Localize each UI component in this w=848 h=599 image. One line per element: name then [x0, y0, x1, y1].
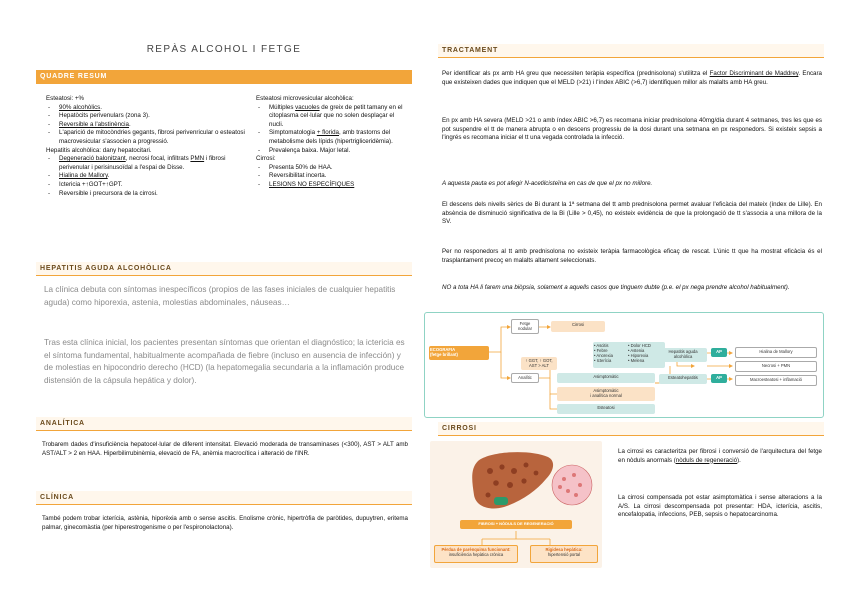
tractament-paragraph-3: A aquesta pauta es pot afegir N-acetilcisteïna en cas de que el px no millore.	[442, 180, 653, 187]
hepatitis-item	[46, 190, 246, 199]
figure-banner: FIBROSI + NÒDULS DE REGENERACIÓ	[460, 520, 572, 529]
cirrosi-list	[256, 164, 404, 190]
figure-box1-sub: insuficiència hepàtica crònica	[448, 552, 504, 557]
hepatitis-item	[46, 181, 246, 190]
diagram-asimptomatic: Asimptomàtic	[557, 373, 655, 383]
hepatitis-underlined-2: PMN	[190, 155, 205, 163]
diagram-esteatohepatitis: Esteatohepatitis	[659, 374, 707, 384]
quadre-left-column	[46, 95, 246, 198]
tractament-paragraph-2: En px amb HA severa (MELD >21 o amb índex ABIC >6,7) es recomana iniciar prednisolona 40mg/dia durant 4 setmanes, tres les que es pot suspendre el tt de manera abrupta o en descens progressiu de la dosi durant una setmana en px responedors. Si existeix sepsis a l'ingrés es recomana iniciar el tt una vegada controlada la infecció.	[442, 117, 822, 142]
esteatosi-item	[46, 121, 246, 130]
diagram-symptoms-a: • Ascitis • Febre • Anorexia • Icterícia	[594, 343, 613, 363]
quadre-right-column	[256, 95, 404, 190]
analitica-text: Trobarem dades d'insuficiència hepatocel·lular de diferent intensitat. Elevació moderada de transaminases (<300), AST > ALT amb AST/ALT > 2 en HAA. Hiperbilirrubinèmia, elevació de FA, anèmia macrocítica i alteració de l'INR.	[42, 441, 408, 457]
diagram-ap-2: AP	[711, 374, 727, 383]
diagram-necrosi: Necrosi + PMN	[735, 361, 817, 372]
microvesicular-underlined: vacuoles	[295, 103, 320, 111]
analitica-header: ANALÍTICA	[36, 417, 412, 431]
microvesicular-text: , amb trastorns del metabolisme dels lípids (hipertrigliceridèmia).	[269, 129, 393, 145]
clinica-header: CLÍNICA	[36, 491, 412, 505]
tractament-paragraph-1	[442, 70, 822, 87]
diagram-ap-1: AP	[711, 348, 727, 357]
esteatosi-text: L'aparició de mitocòndries gegants, fibrosi perivenricular o esteatosi macrovesicular s'associen a progressió.	[59, 129, 245, 145]
cirrosi-paragraph-1	[618, 448, 822, 465]
esteatosi-text: .	[128, 120, 131, 128]
hepatitis-text: , necrosi focal, infiltrats	[125, 155, 191, 163]
microvesicular-item	[256, 147, 404, 156]
microvesicular-underlined: + florida	[316, 129, 339, 137]
cirrosi-item	[256, 172, 404, 181]
hepatitis-list	[46, 155, 246, 198]
microvesicular-title: Esteatosi microvesicular alcohòlica:	[256, 95, 354, 102]
hepatitis-text-2: i fibrosi perivenular i perisinusoïdal a l'espai de Disse.	[59, 155, 226, 171]
cirrosi-text: Presenta 50% de HAA.	[269, 163, 333, 171]
hepatitis-text: .	[107, 172, 110, 180]
quadre-resum-header: QUADRE RESUM	[36, 70, 412, 84]
hepatitis-underlined: Hialina de Mallory	[59, 172, 108, 180]
tractament-p1-a: Per identificar als px amb HA greu que necessiten teràpia específica (prednisolona) s'utilitza el	[442, 70, 710, 77]
cirrosi-figure	[430, 441, 602, 568]
figure-box1-title: Pèrdua de parènquima funcionant:	[441, 547, 511, 552]
diagram-fetge-nodular: Fetge nodular	[511, 319, 539, 334]
esteatosi-text: Hepatòcits perivenulars (zona 3).	[59, 112, 150, 120]
diagram-hepatitis-aguda: Hepatitis aguda alcohòlica	[659, 348, 707, 362]
hepatitis-header: HEPATITIS AGUDA ALCOHÒLICA	[36, 262, 412, 276]
diagram-ecografia: ECOGRAFIA (fetge brillant)	[429, 346, 489, 360]
figure-box2-title: Rigidesa hepàtica:	[545, 547, 583, 552]
maddrey-link: Factor Discriminant de Maddrey	[709, 70, 799, 77]
esteatosi-item	[46, 129, 246, 146]
tractament-header: TRACTAMENT	[438, 44, 824, 58]
diagram-esteatosi: Esteatosi	[557, 404, 655, 414]
microvesicular-item	[256, 104, 404, 130]
diagram-macroesteatosi: Macroesteatosi + inflamació	[735, 375, 817, 386]
hepatitis-text: Ictericia +↑GOT+↑GPT.	[59, 180, 123, 188]
diagnostic-flow-diagram	[424, 312, 824, 418]
tractament-p1-b: . Encara que existeixen dades que indiquen que el MELD (>21) i l'índex ABIC (>6,7) identifiquen millor als malalts amb HA greu.	[442, 70, 822, 86]
diagram-analitic: Analític	[511, 373, 539, 383]
tractament-paragraph-5: Per no responedors al tt amb prednisolona no existeix teràpia farmacològica eficaç de rescat. L'únic tt que ha mostrat eficàcia és el trasplantament precoç en malalts altament seleccionats.	[442, 248, 822, 264]
microvesicular-pre: Simptomatologia	[269, 129, 317, 137]
diagram-cirrosi: Cirrosi	[551, 321, 605, 332]
diagram-asimptomatic-normal: Asimptomàtic i analítica normal	[557, 387, 655, 401]
diagram-symptoms-b: • Dolor HCD • Astenia • Hiporexia • Melena	[628, 343, 651, 363]
page-title: REPÀS ALCOHOL I FETGE	[146, 44, 302, 55]
cirrosi-title: Cirrosi:	[256, 155, 276, 163]
hepatitis-title: Hepatitis alcohòlica: dany hepatocitari.	[46, 146, 152, 154]
figure-box-rigidesa	[530, 545, 598, 563]
hepatitis-text: Reversible i precursora de la cirrosi.	[59, 189, 158, 197]
hepatitis-underlined: Degeneració balonitzant	[59, 155, 126, 163]
cirrosi-p1-a: La cirrosi es caracteritza per fibrosi i conversió de l'arquitectura del fetge en nòduls anormals (	[618, 448, 822, 464]
esteatosi-text: .	[100, 103, 103, 111]
esteatosi-list	[46, 104, 246, 147]
esteatosi-item	[46, 104, 246, 113]
hepatitis-paragraph-2: Tras esta clínica inicial, los pacientes presentan síntomas que orientan el diagnóstico; la ictericia es el síntoma fundamental, habitualmente acompañada de fiebre (incluso en ausencia de infección) y de molestias en hipocondrio derecho (HCD) (la hepatomegalia secundaria a la inflamación produce distensión de la cápsula hepática y dolor).	[44, 338, 405, 385]
cirrosi-header: CIRROSI	[438, 422, 824, 436]
figure-box-parenquima	[434, 545, 518, 563]
cirrosi-underlined: LESIONS NO ESPECÍFIQUES	[269, 180, 355, 188]
cirrosi-item	[256, 181, 404, 190]
microvesicular-item	[256, 129, 404, 146]
diagram-symptoms	[593, 342, 665, 368]
microvesicular-pre: Múltiples	[269, 103, 296, 111]
microvesicular-list	[256, 104, 404, 156]
figure-box2-sub: hipertensió portal	[547, 552, 581, 557]
tractament-paragraph-6: NO a tota HA li farem una biòpsia, solament a aquells casos que tinguem dubte (p.e. el px nega prendre alcohol habitualment).	[442, 284, 790, 291]
hepatitis-item	[46, 155, 246, 172]
microvesicular-text: Prevalença baixa. Major letal.	[269, 146, 351, 154]
diagram-markers: ↑ GGT, ↑ GOT, AST > ALT	[521, 357, 557, 370]
clinica-text: També podem trobar icterícia, astènia, hiporèxia amb o sense ascitis. Enolisme crònic, hipertròfia de paròtides, dupuytren, eritema palmar, ginecomàstia (per hiperestrogenisme o per l'espironolactona).	[42, 515, 408, 531]
hepatitis-paragraph-1: La clínica debuta con síntomas inespecíficos (propios de las fases iniciales de cualquier hepatitis aguda) como hiporexia, astenia, molestias abdominales, náuseas…	[44, 285, 396, 307]
esteatosi-title: Esteatosi: +%	[46, 95, 85, 102]
cirrosi-paragraph-2: La cirrosi compensada pot estar asimptomàtica i sense alteracions a la A/S. La cirrosi descompensada pot presentar: HDA, icterícia, ascitis, encefalopatia, infeccions, PEB, sepsis o hepatocarcinoma.	[618, 494, 822, 519]
cirrosi-text: Reversibilitat incerta.	[269, 172, 327, 180]
tractament-paragraph-4: El descens dels nivells sèrics de Bi durant la 1ª setmana del tt amb prednisolona permet avaluar l'eficàcia del mateix (índex de Lille). En absència de disminució significativa de la Bi (Lille > 0,45), no existeix evidència de que la prolongació de tt s'associa a una millora de la SV.	[442, 201, 822, 226]
esteatosi-underlined: 90% alcohòlics	[59, 103, 101, 111]
esteatosi-underlined: Reversible a l'abstinència	[59, 120, 129, 128]
noduls-regeneracio: nòduls de regeneració	[675, 456, 738, 464]
diagram-mallory: Hialina de Mallory	[735, 347, 817, 358]
cirrosi-p1-b: ).	[737, 456, 741, 464]
cirrosi-item	[256, 164, 404, 173]
microvesicular-text: de greix de petit tamany en el citoplasma cel·lular que no solen desplaçar el nucli.	[269, 103, 403, 128]
hepatitis-item	[46, 172, 246, 181]
esteatosi-item	[46, 112, 246, 121]
